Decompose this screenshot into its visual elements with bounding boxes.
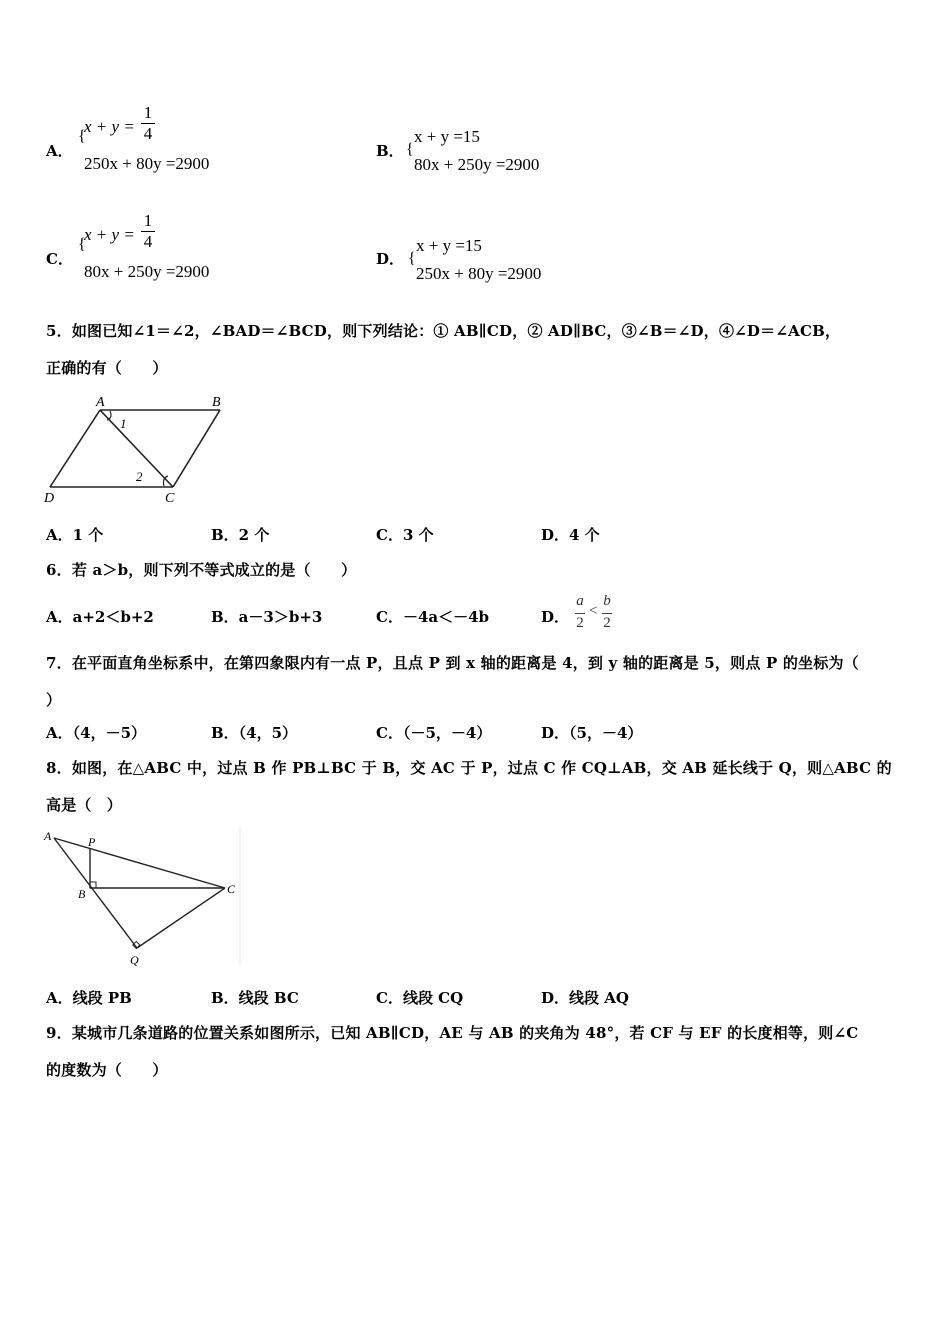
q6-option-d-expression [573, 593, 621, 635]
brace-icon: { [78, 128, 86, 145]
q6-stem: 6．若 a＞b，则下列不等式成立的是（ ） [46, 561, 357, 579]
frac-a-num: a [576, 593, 584, 609]
q6-option-a[interactable]: A．a+2＜b+2 [46, 608, 154, 626]
segment-ac [54, 838, 225, 888]
q4-c-frac-den: 4 [143, 232, 153, 251]
angle-1-label: 1 [120, 416, 127, 431]
q4-option-d-eq2: 250x + 80y =2900 [416, 264, 542, 283]
q8-option-a[interactable]: A．线段 PB [46, 989, 132, 1007]
q8-option-b[interactable]: B．线段 BC [211, 989, 299, 1007]
q9-stem-line2: 的度数为（ ） [46, 1061, 168, 1079]
q8-stem-line2: 高是（ ） [46, 796, 123, 814]
q5-option-b[interactable]: B．2 个 [211, 526, 270, 544]
q4-option-b-eq2: 80x + 250y =2900 [414, 155, 540, 174]
q5-option-c[interactable]: C．3 个 [376, 526, 434, 544]
segment-aq [54, 838, 137, 948]
q8-figure-triangle [40, 826, 245, 971]
point-p-label: P [88, 835, 96, 849]
q4-a-eq1-left: x + y = [84, 117, 135, 136]
angle-2-label: 2 [136, 469, 143, 484]
q4-option-c-eq2: 80x + 250y =2900 [84, 262, 210, 281]
less-than-sign: < [589, 603, 598, 619]
q8-option-d[interactable]: D．线段 AQ [541, 989, 629, 1007]
q4-a-fraction [141, 103, 155, 144]
frac-a-den: 2 [576, 615, 584, 631]
point-c-label: C [165, 491, 175, 505]
q4-option-c-label: C． [46, 250, 73, 268]
q6-option-b[interactable]: B．a－3＞b+3 [211, 608, 323, 626]
q8-option-c[interactable]: C．线段 CQ [376, 989, 464, 1007]
q4-option-d-label: D． [376, 250, 405, 268]
point-c-label: C [227, 882, 236, 896]
q7-option-c[interactable]: C．（－5，－4） [376, 724, 492, 742]
segment-cq [137, 888, 225, 948]
q8-stem-line1: 8．如图，在△ABC 中，过点 B 作 PB⊥BC 于 B，交 AC 于 P，过点 C 作 CQ⊥AB，交 AB 延长线于 Q，则△ABC 的 [46, 759, 892, 777]
point-d-label: D [44, 491, 55, 505]
brace-icon: { [406, 141, 414, 158]
q4-c-frac-num: 1 [143, 211, 153, 230]
q5-option-d[interactable]: D．4 个 [541, 526, 600, 544]
q6-option-d[interactable]: D． [541, 608, 570, 626]
segment-bc [173, 410, 220, 487]
brace-icon: { [408, 250, 416, 267]
q9-stem-line1: 9．某城市几条道路的位置关系如图所示，已知 AB∥CD，AE 与 AB 的夹角为 48°，若 CF 与 EF 的长度相等，则∠C [46, 1024, 859, 1042]
fraction-bar [575, 613, 585, 614]
point-b-label: B [78, 887, 86, 901]
q7-stem-line2: ） [46, 691, 62, 709]
point-q-label: Q [130, 953, 139, 967]
q4-a-frac-num: 1 [143, 103, 153, 122]
point-a-label: A [44, 829, 52, 843]
q6-option-c[interactable]: C．－4a＜－4b [376, 608, 490, 626]
q4-a-frac-den: 4 [143, 124, 153, 143]
point-a-label: A [96, 395, 105, 410]
q7-option-b[interactable]: B．（4，5） [211, 724, 298, 742]
q5-option-a[interactable]: A．1 个 [46, 526, 104, 544]
q4-option-a-label: A． [46, 142, 73, 160]
q4-option-b-label: B． [376, 142, 404, 160]
q5-figure-parallelogram [40, 390, 240, 505]
q7-option-a[interactable]: A．（4，－5） [46, 724, 147, 742]
q5-stem-line2: 正确的有（ ） [46, 359, 168, 377]
segment-ad [50, 410, 100, 487]
fraction-bar [602, 613, 612, 614]
frac-b-den: 2 [603, 615, 611, 631]
brace-icon: { [78, 236, 86, 253]
q4-option-d-eq1: x + y =15 [416, 236, 482, 255]
q4-option-b-eq1: x + y =15 [414, 127, 480, 146]
q4-c-fraction [141, 211, 155, 252]
q5-stem-line1: 5．如图已知∠1＝∠2，∠BAD＝∠BCD，则下列结论：① AB∥CD，② AD∥BC，③∠B＝∠D，④∠D＝∠ACB， [46, 322, 841, 340]
point-b-label: B [212, 395, 221, 410]
q7-stem-line1: 7．在平面直角坐标系中，在第四象限内有一点 P，且点 P 到 x 轴的距离是 4，到 y 轴的距离是 5，则点 P 的坐标为（ [46, 654, 859, 672]
q4-option-a-eq2: 250x + 80y =2900 [84, 154, 210, 173]
q7-option-d[interactable]: D．（5，－4） [541, 724, 643, 742]
q4-c-eq1-left: x + y = [84, 225, 135, 244]
frac-b-num: b [603, 593, 611, 609]
